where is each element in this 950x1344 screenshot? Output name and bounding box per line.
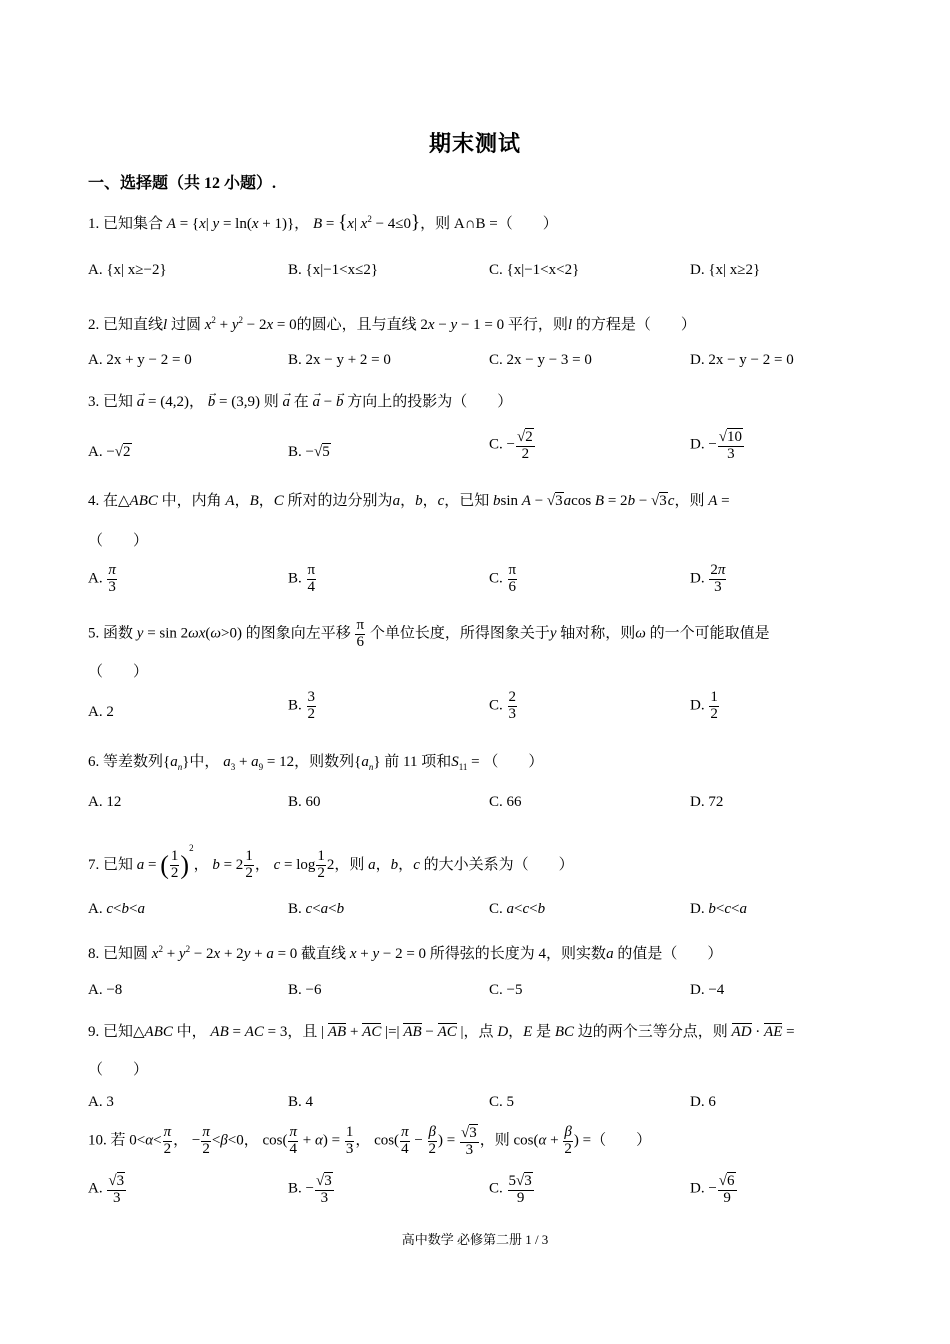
question-5-paren: （ ） [88, 664, 149, 680]
q9-option-a[interactable]: A. 3 [88, 1094, 114, 1110]
q9-option-c[interactable]: C. 5 [489, 1094, 515, 1110]
q2-option-b[interactable]: B. 2x − y + 2 = 0 [288, 352, 391, 368]
q6-option-a[interactable]: A. 12 [88, 794, 122, 810]
q7-option-b[interactable]: B. c<a<b [288, 901, 345, 917]
q6-option-b[interactable]: B. 60 [288, 794, 321, 810]
q8-option-c[interactable]: C. −5 [489, 982, 523, 998]
q2-option-d[interactable]: D. 2x − y − 2 = 0 [690, 352, 794, 368]
q2-option-c[interactable]: C. 2x − y − 3 = 0 [489, 352, 592, 368]
q1-option-d[interactable]: D. {x| x≥2} [690, 262, 761, 278]
q8-option-b[interactable]: B. −6 [288, 982, 322, 998]
question-10: 10. 若 0<α< $\frac{\pi}{2}$ ， − $\frac{\pi}{2}$ <β<0， cos( $\frac{\pi}{4}$ + α) = $\frac{1}{3}$ ， cos( $\frac{\pi}{4}$ − $\frac{\beta}{2}$ ) = $\frac{√3}{3}$ ，则 cos(α + $\frac{\beta}{2}$ ) =（ ） [88, 1124, 652, 1158]
question-2: 2. 已知直线l 过圆 $x^2 + y^2 - 2x = 0$的圆心，且与直线 2x − y − 1 = 0 平行，则l 的方程是（ ） [88, 315, 696, 333]
question-4-paren: （ ） [88, 533, 149, 549]
q9-option-d[interactable]: D. 6 [690, 1094, 716, 1110]
q10-option-c[interactable]: C. $\frac{5√3}{9}$ [489, 1173, 532, 1206]
q3-option-c[interactable]: C. − $\frac{√2}{2}$ [489, 429, 533, 462]
page-title: 期末测试 [428, 131, 521, 156]
q10-option-d[interactable]: D. − $\frac{√6}{9}$ [690, 1173, 735, 1206]
question-9: 9. 已知△ABC 中， AB = AC = 3，且 | AB + AC |=| AB − AC |，点 D，E 是 BC 边的两个三等分点，则 AD · AE = [88, 1024, 795, 1040]
question-6: 6. 等差数列$\{a_n\}$中， $a_3 + a_9 = 12$，则数列$\{a_n\}$ 前 11 项和$S_{11}$ = （ ） [88, 754, 544, 772]
question-3: 3. 已知 → a = (4,2)， → b = (3,9) 则 → a 在 → a − → b 方向上的投影为（ ） [88, 390, 512, 414]
q4-option-c[interactable]: C. $\frac{\pi}{6}$ [489, 562, 517, 595]
question-5: 5. 函数 y = sin 2ωx(ω>0) 的图象向左平移 $\frac{\pi}{6}$ 个单位长度，所得图象关于y 轴对称，则ω 的一个可能取值是 [88, 617, 770, 650]
q4-option-a[interactable]: A. $\frac{\pi}{3}$ [88, 562, 116, 595]
question-8: 8. 已知圆 $x^2 + y^2 - 2x + 2y + a = 0$ 截直线 x + y − 2 = 0 所得弦的长度为 4，则实数a 的值是（ ） [88, 944, 723, 962]
q6-option-d[interactable]: D. 72 [690, 794, 724, 810]
q4-option-b[interactable]: B. $\frac{\pi}{4}$ [288, 562, 316, 595]
section-heading: 一、选择题（共 12 小题）. [88, 175, 277, 192]
q5-option-a[interactable]: A. 2 [88, 704, 114, 720]
q5-option-c[interactable]: C. $\frac{2}{3}$ [489, 689, 517, 722]
q7-option-c[interactable]: C. a<c<b [489, 901, 546, 917]
question-9-paren: （ ） [88, 1062, 149, 1078]
q8-option-d[interactable]: D. −4 [690, 982, 725, 998]
q3-option-a[interactable]: A. −√2 [88, 444, 131, 460]
q9-option-b[interactable]: B. 4 [288, 1094, 314, 1110]
q1-option-a[interactable]: A. {x| x≥−2} [88, 262, 167, 278]
q10-option-b[interactable]: B. − $\frac{√3}{3}$ [288, 1173, 332, 1206]
q5-option-d[interactable]: D. $\frac{1}{2}$ [690, 689, 718, 722]
q3-option-d[interactable]: D. − $\frac{√10}{3}$ [690, 429, 743, 462]
question-1: 1. 已知集合 A = {x| y = ln(x + 1)}， B = {x| $x^2 - 4\le 0$}，则 A∩B =（ ） [88, 212, 558, 233]
q7-option-d[interactable]: D. b<c<a [690, 901, 747, 917]
q3-option-b[interactable]: B. −√5 [288, 444, 330, 460]
question-7: 7. 已知 a = ( $\frac{1}{2}$ )$^2$， b = 2 $\frac{1}{2}$ ， c = log $\frac{1}{2}$ 2，则 a，b，c 的大小关系为（ ） [88, 843, 574, 882]
q1-option-c[interactable]: C. {x|−1<x<2} [489, 262, 580, 278]
page-footer: 高中数学 必修第二册 1 / 3 [401, 1232, 549, 1247]
q2-option-a[interactable]: A. 2x + y − 2 = 0 [88, 352, 192, 368]
q1-option-b[interactable]: B. {x|−1<x≤2} [288, 262, 379, 278]
q7-option-a[interactable]: A. c<b<a [88, 901, 145, 917]
q6-option-c[interactable]: C. 66 [489, 794, 522, 810]
q8-option-a[interactable]: A. −8 [88, 982, 123, 998]
q4-option-d[interactable]: D. $\frac{2\pi}{3}$ [690, 562, 726, 595]
q5-option-b[interactable]: B. $\frac{3}{2}$ [288, 689, 316, 722]
q10-option-a[interactable]: A. $\frac{√3}{3}$ [88, 1173, 125, 1206]
question-4: 4. 在△ABC 中，内角 A，B，C 所对的边分别为a，b，c，已知 bsin A − √3acos B = 2b − √3c，则 A = [88, 493, 730, 509]
